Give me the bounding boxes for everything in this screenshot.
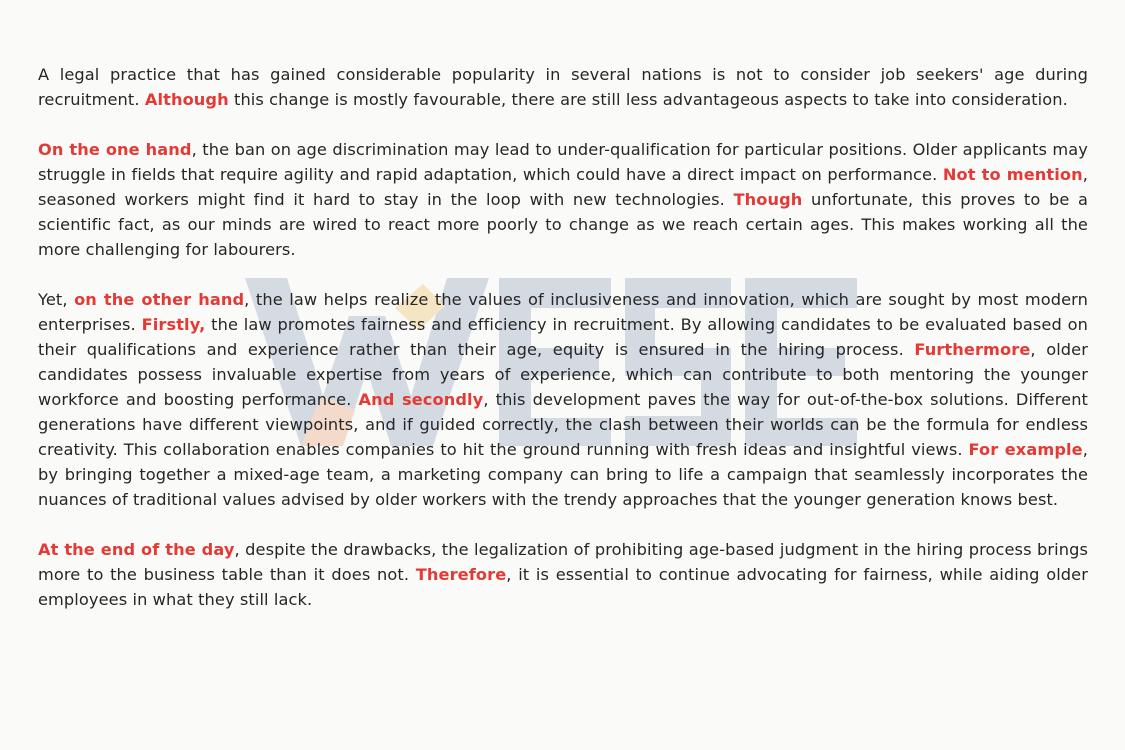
linking-phrase: On the one hand (38, 140, 192, 159)
paragraph-text: , the ban on age discrimination may lead to under-qualification for particular positions. Older applicants may struggle in fields that require agility and rapid adaptation, which could have a direct impact on performance. (38, 140, 1088, 184)
linking-phrase: For example (968, 440, 1083, 459)
paragraph-text: Yet, (38, 290, 75, 309)
linking-phrase: Therefore (415, 565, 507, 584)
linking-phrase: Furthermore (914, 340, 1031, 359)
paragraph-text: , it is essential to continue advocating for fairness, while aiding older employees in what they still lack. (38, 565, 1088, 609)
linking-phrase: Firstly, (141, 315, 206, 334)
paragraph-3 (38, 287, 1088, 512)
linking-phrase: Not to mention (942, 165, 1083, 184)
paragraph-text: , by bringing together a mixed-age team, a marketing company can bring to life a campaign that seamlessly incorporates the nuances of traditional values advised by older workers with the trendy approaches that the younger generation knows best. (38, 440, 1088, 509)
paragraph-text: , this development paves the way for out-of-the-box solutions. Different generations have different viewpoints, and if guided correctly, the clash between their worlds can be the formula for endless creativity. This collaboration enables companies to hit the ground running with fresh ideas and insightful views. (38, 390, 1088, 459)
paragraph-4 (38, 537, 1088, 612)
linking-phrase: on the other hand (74, 290, 245, 309)
paragraph-text: , the law helps realize the values of inclusiveness and innovation, which are sought by most modern enterprises. (38, 290, 1088, 334)
paragraph-text: unfortunate, this proves to be a scientific fact, as our minds are wired to react more poorly to change as we reach certain ages. This makes working all the more challenging for labourers. (38, 190, 1088, 259)
paragraph-text: this change is mostly favourable, there are still less advantageous aspects to take into consideration. (228, 90, 1068, 109)
linking-phrase: And secondly (358, 390, 484, 409)
paragraph-text: A legal practice that has gained considerable popularity in several nations is not to consider job seekers' age during recruitment. (38, 65, 1088, 109)
paragraph-text: , older candidates possess invaluable expertise from years of experience, which can contribute to both mentoring the younger workforce and boosting performance. (38, 340, 1088, 409)
linking-phrase: Although (144, 90, 229, 109)
paragraph-2 (38, 137, 1088, 262)
linking-phrase: Though (733, 190, 803, 209)
paragraph-text: , despite the drawbacks, the legalization of prohibiting age-based judgment in the hiring process brings more to the business table than it does not. (38, 540, 1089, 584)
paragraph-1 (38, 62, 1088, 112)
linking-phrase: At the end of the day (38, 540, 235, 559)
paragraph-text: the law promotes fairness and efficiency in recruitment. By allowing candidates to be evaluated based on their qualifications and experience rather than their age, equity is ensured in the hiring process. (38, 315, 1088, 359)
essay-body (38, 62, 1088, 637)
paragraph-text: , seasoned workers might find it hard to stay in the loop with new technologies. (38, 165, 1088, 209)
